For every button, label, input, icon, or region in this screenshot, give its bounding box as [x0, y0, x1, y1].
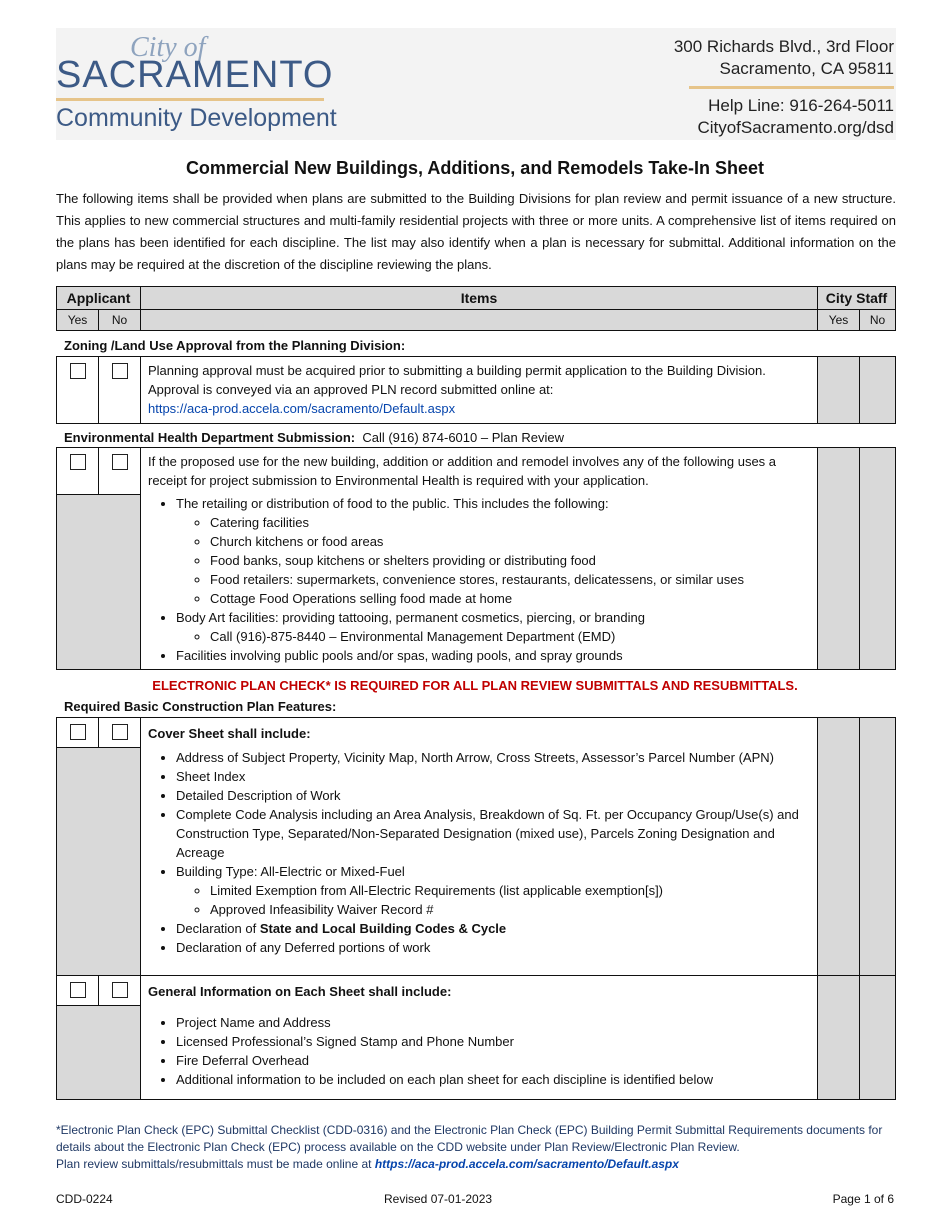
section-zoning-heading: Zoning /Land Use Approval from the Planning Division: [64, 338, 406, 353]
footnote-submit-text: Plan review submittals/resubmittals must be made online at [56, 1157, 375, 1171]
address-line2: Sacramento, CA 95811 [719, 59, 894, 78]
list-item: ◦ Call (916)-875-8440 – Environmental Management Department (EMD) [210, 627, 809, 646]
footnote-accela-link[interactable]: https://aca-prod.accela.com/sacramento/Default.aspx [374, 1157, 679, 1171]
epc-notice: ELECTRONIC PLAN CHECK* IS REQUIRED FOR ALL PLAN REVIEW SUBMITTALS AND RESUBMITTALS. [152, 678, 798, 693]
applicant-no-checkbox[interactable] [112, 982, 128, 998]
accela-link[interactable]: https://aca-prod.accela.com/sacramento/Default.aspx [148, 401, 456, 416]
applicant-no-checkbox[interactable] [112, 363, 128, 379]
page-title: Commercial New Buildings, Additions, and Remodels Take-In Sheet [185, 158, 765, 178]
revision-date: Revised 07-01-2023 [384, 1192, 493, 1206]
staff-no-cell [860, 357, 896, 424]
applicant-yes-header: Yes [57, 310, 99, 331]
logo-divider [56, 98, 324, 101]
address-line1: 300 Richards Blvd., 3rd Floor [673, 37, 894, 56]
list-item: ◦ Food retailers: supermarkets, convenience stores, restaurants, delicatessens, or similar uses [210, 570, 809, 589]
help-line: Help Line: 916-264-5011 [708, 96, 894, 115]
list-item: ◦ Food banks, soup kitchens or shelters providing or distributing food [210, 551, 809, 570]
staff-no-cell [860, 718, 896, 976]
applicant-yes-checkbox[interactable] [70, 982, 86, 998]
staff-no-header: No [859, 310, 895, 331]
staff-yes-cell [818, 357, 860, 424]
applicant-no-checkbox[interactable] [112, 454, 128, 470]
items-header: Items [141, 287, 818, 310]
list-item: • Complete Code Analysis including an Area Analysis, Breakdown of Sq. Ft. per Occupancy Group/Use(s) and Construction Type, Separated/Non-Separated Designation (mixed use), Parcels Zoning Designation and Acreage [176, 805, 809, 862]
staff-yes-cell [818, 448, 860, 670]
staff-yes-cell [818, 975, 860, 1099]
list-item: • Additional information to be included on each plan sheet for each discipline is identified below [176, 1070, 809, 1089]
staff-no-cell [860, 975, 896, 1099]
zoning-text: Planning approval must be acquired prior to submitting a building permit application to the Building Division. Approval is conveyed via an approved PLN record submitted online at: [148, 363, 766, 397]
list-item: ◦ Cottage Food Operations selling food made at home [210, 589, 809, 608]
website: CityofSacramento.org/dsd [697, 118, 894, 137]
city-staff-header: City Staff [817, 287, 895, 310]
applicant-no-header: No [99, 310, 141, 331]
footnote-text: *Electronic Plan Check (EPC) Submittal Checklist (CDD-0316) and the Electronic Plan Check (EPC) Building Permit Submittal Requirements documents for details about the Electronic Plan Check (EPC) process available on the CDD website under Plan Review/Electronic Plan Review. [56, 1123, 883, 1154]
section-env-health-heading: Environmental Health Department Submission: Call (916) 874-6010 – Plan Review [64, 430, 564, 445]
general-info-title: General Information on Each Sheet shall include: [141, 975, 818, 1005]
list-item: • Licensed Professional’s Signed Stamp and Phone Number [176, 1032, 809, 1051]
list-item: • Declaration of State and Local Building Codes & Cycle [176, 919, 809, 938]
page-number: Page 1 of 6 [832, 1192, 894, 1206]
section-construction-heading: Required Basic Construction Plan Features: [64, 699, 337, 714]
contact-divider [689, 86, 894, 89]
list-item: • Address of Subject Property, Vicinity Map, North Arrow, Cross Streets, Assessor’s Parcel Number (APN) [176, 748, 809, 767]
list-item: ◦ Catering facilities [210, 513, 809, 532]
staff-yes-cell [818, 718, 860, 976]
env-health-intro: If the proposed use for the new building, addition or addition and remodel involves any of the following uses a receipt for project submission to Environmental Health is required with your application. [141, 448, 818, 495]
list-item: • Detailed Description of Work [176, 786, 809, 805]
logo-city-of: City of [130, 32, 206, 63]
list-item: • Building Type: All-Electric or Mixed-Fuel ◦ Limited Exemption from All-Electric Requirements (list applicable exemption[s]) ◦ Approved Infeasibility Waiver Record # [176, 862, 809, 919]
list-item: ◦ Approved Infeasibility Waiver Record # [210, 900, 809, 919]
applicant-yes-checkbox[interactable] [70, 724, 86, 740]
contact-block [674, 36, 894, 139]
list-item: • Project Name and Address [176, 1013, 809, 1032]
list-item: • Facilities involving public pools and/or spas, wading pools, and spray grounds [176, 646, 809, 665]
footnote [56, 1122, 896, 1173]
list-item: • Sheet Index [176, 767, 809, 786]
section-zoning-table [56, 356, 896, 424]
city-logo [56, 30, 356, 140]
list-item: ◦ Limited Exemption from All-Electric Requirements (list applicable exemption[s]) [210, 881, 809, 900]
staff-yes-header: Yes [817, 310, 859, 331]
applicant-yes-checkbox[interactable] [70, 454, 86, 470]
form-id: CDD-0224 [56, 1192, 113, 1206]
list-item: • Fire Deferral Overhead [176, 1051, 809, 1070]
list-item: • The retailing or distribution of food to the public. This includes the following: ◦ Catering facilities ◦ Church kitchens or food areas ◦ Food banks, soup kitchens or shelters providing or distributing food ◦ Food retailers: supermarkets, convenience stores, restaurants, delicatessens, or similar uses ◦ Cottage Food Operations selling food made at home [176, 494, 809, 608]
staff-no-cell [860, 448, 896, 670]
table-header [56, 286, 896, 331]
cover-sheet-title: Cover Sheet shall include: [141, 718, 818, 748]
applicant-no-checkbox[interactable] [112, 724, 128, 740]
applicant-header: Applicant [57, 287, 141, 310]
section-construction-table [56, 717, 896, 1100]
list-item: • Declaration of any Deferred portions of work [176, 938, 809, 957]
logo-department: Community Development [56, 104, 337, 132]
applicant-yes-checkbox[interactable] [70, 363, 86, 379]
list-item: • Body Art facilities: providing tattooing, permanent cosmetics, piercing, or branding ◦ Call (916)-875-8440 – Environmental Management Department (EMD) [176, 608, 809, 646]
intro-paragraph: The following items shall be provided when plans are submitted to the Building Divisions for plan review and permit issuance of a new structure. This applies to new commercial structures and multi-family residential projects with three or more units. A comprehensive list of items required on the plans has been identified for each discipline. The list may also identify when a plan is necessary for submittal. Additional information on the plans may be required at the discretion of the discipline reviewing the plans. [56, 191, 896, 272]
list-item: ◦ Church kitchens or food areas [210, 532, 809, 551]
logo-city-name: SACRAMENTO [56, 54, 334, 96]
env-health-phone: Call (916) 874-6010 – Plan Review [362, 430, 564, 445]
section-env-health-table [56, 447, 896, 670]
